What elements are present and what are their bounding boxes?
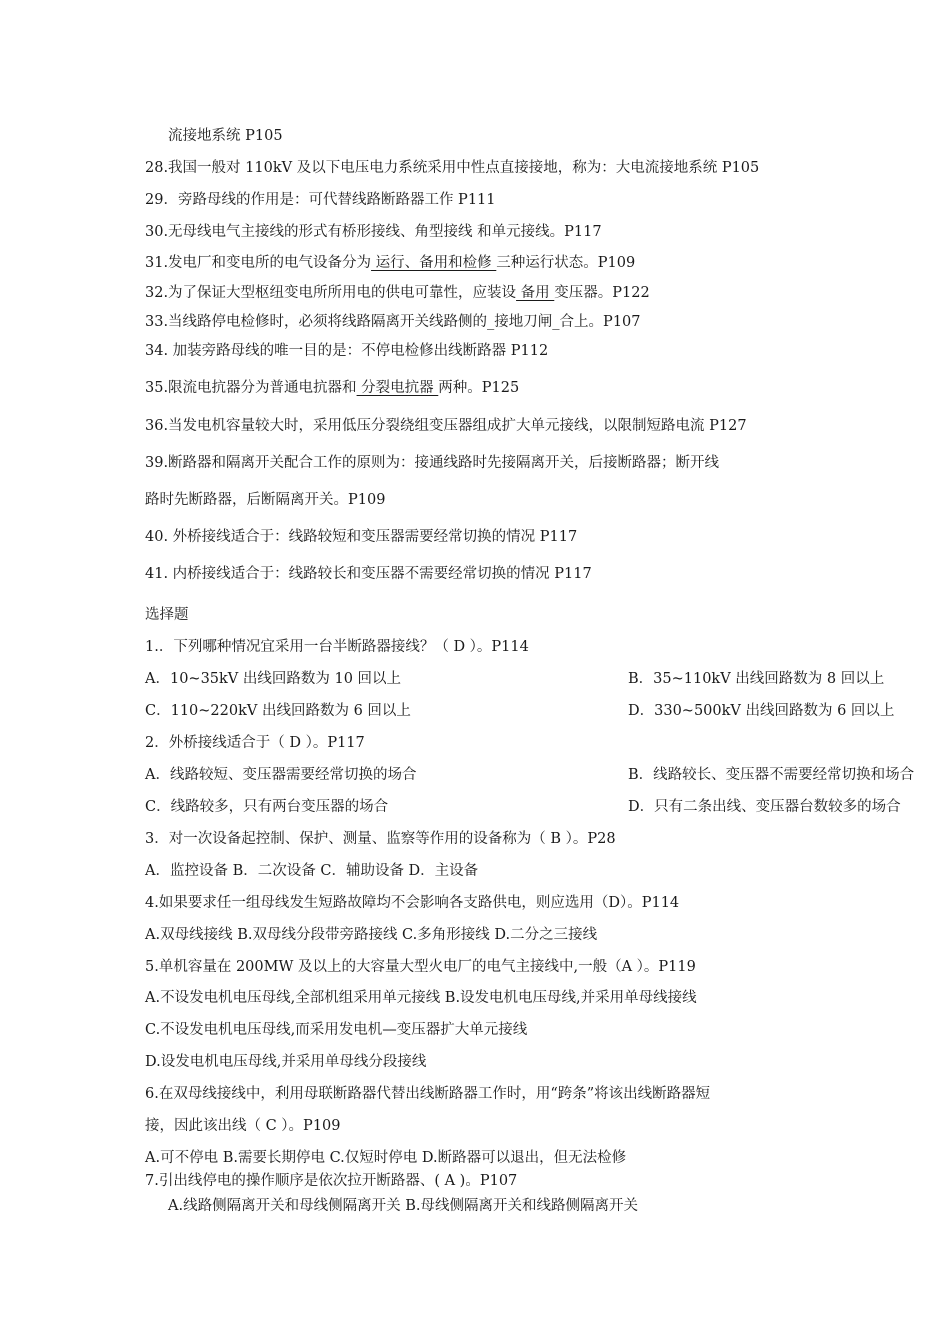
question-6-line2: 接，因此该出线（ C ）。P109 [145, 1118, 341, 1134]
question-6-options: A.可不停电 B.需要长期停电 C.仅短时停电 D.断路器可以退出，但无法检修 [145, 1150, 627, 1166]
option-c: C．线路较多，只有两台变压器的场合 [145, 799, 389, 815]
item-35-blank: 分裂电抗器 [356, 380, 439, 396]
question-3-options: A．监控设备 B．二次设备 C．辅助设备 D．主设备 [145, 863, 479, 879]
question-1-options-cd [145, 701, 895, 721]
section-heading: 选择题 [145, 607, 189, 623]
item-36: 36.当发电机容量较大时，采用低压分裂绕组变压器组成扩大单元接线，以限制短路电流 P127 [145, 418, 747, 434]
item-32-blank: 备用 [516, 285, 555, 301]
question-4-options: A.双母线接线 B.双母线分段带旁路接线 C.多角形接线 D.二分之三接线 [145, 927, 598, 943]
item-32-prefix: 32.为了保证大型枢纽变电所所用电的供电可靠性，应装设 [145, 285, 517, 301]
item-31-suffix: 三种运行状态。P109 [496, 255, 636, 271]
item-30: 30.无母线电气主接线的形式有桥形接线、角型接线 和单元接线。P117 [145, 224, 602, 240]
question-6-line1: 6.在双母线接线中，利用母联断路器代替出线断路器工作时，用“跨条”将该出线断路器短 [145, 1086, 711, 1102]
item-39-line1: 39.断路器和隔离开关配合工作的原则为：接通线路时先接隔离开关，后接断路器；断开线 [145, 455, 720, 471]
item-35 [145, 378, 519, 398]
line-continuation: 流接地系统 P105 [168, 128, 283, 144]
item-34: 34. 加装旁路母线的唯一目的是：不停电检修出线断路器 P112 [145, 343, 549, 359]
option-b: B．35~110kV 出线回路数为 8 回以上 [628, 671, 885, 687]
item-31 [145, 253, 635, 273]
item-32-suffix: 变压器。P122 [554, 285, 650, 301]
question-3: 3．对一次设备起控制、保护、测量、监察等作用的设备称为（ B ）。P28 [145, 831, 616, 847]
question-1: 1.．下列哪种情况宜采用一台半断路器接线？（ D ）。P114 [145, 639, 529, 655]
item-31-prefix: 31.发电厂和变电所的电气设备分为 [145, 255, 372, 271]
option-b: B．线路较长、变压器不需要经常切换和场合 [628, 767, 915, 783]
option-d: D．330~500kV 出线回路数为 6 回以上 [628, 703, 895, 719]
option-a: A．10~35kV 出线回路数为 10 回以上 [145, 671, 402, 687]
question-5: 5.单机容量在 200MW 及以上的大容量大型火电厂的电气主接线中,一般（A ）。P119 [145, 959, 696, 975]
item-31-blank: 运行、备用和检修 [371, 255, 497, 271]
option-c: C．110~220kV 出线回路数为 6 回以上 [145, 703, 411, 719]
item-33: 33.当线路停电检修时，必须将线路隔离开关线路侧的_接地刀闸_合上。P107 [145, 314, 641, 330]
question-4: 4.如果要求任一组母线发生短路故障均不会影响各支路供电，则应选用（D）。P114 [145, 895, 680, 911]
question-5-option-d: D.设发电机电压母线,并采用单母线分段接线 [145, 1054, 427, 1070]
question-2: 2．外桥接线适合于（ D ）。P117 [145, 735, 365, 751]
item-39-line2: 路时先断路器，后断隔离开关。P109 [145, 492, 386, 508]
question-5-option-c: C.不设发电机电压母线,而采用发电机—变压器扩大单元接线 [145, 1022, 528, 1038]
question-1-options-ab [145, 669, 885, 689]
item-29: 29．旁路母线的作用是：可代替线路断路器工作 P111 [145, 192, 496, 208]
item-35-suffix: 两种。P125 [438, 380, 520, 396]
item-40: 40. 外桥接线适合于：线路较短和变压器需要经常切换的情况 P117 [145, 529, 578, 545]
item-28: 28.我国一般对 110kV 及以下电压电力系统采用中性点直接接地，称为：大电流接地系统 P105 [145, 160, 760, 176]
option-a: A．线路较短、变压器需要经常切换的场合 [145, 767, 417, 783]
question-2-options-ab [145, 765, 915, 785]
option-d: D．只有二条出线、变压器台数较多的场合 [628, 799, 901, 815]
question-7: 7.引出线停电的操作顺序是依次拉开断路器、( A )。P107 [145, 1173, 518, 1189]
item-35-prefix: 35.限流电抗器分为普通电抗器和 [145, 380, 357, 396]
item-41: 41. 内桥接线适合于：线路较长和变压器不需要经常切换的情况 P117 [145, 566, 592, 582]
question-5-options-ab: A.不设发电机电压母线,全部机组采用单元接线 B.设发电机电压母线,并采用单母线接线 [145, 990, 697, 1006]
question-2-options-cd [145, 797, 901, 817]
item-32 [145, 283, 650, 303]
question-7-options: A.线路侧隔离开关和母线侧隔离开关 B.母线侧隔离开关和线路侧隔离开关 [168, 1198, 638, 1214]
